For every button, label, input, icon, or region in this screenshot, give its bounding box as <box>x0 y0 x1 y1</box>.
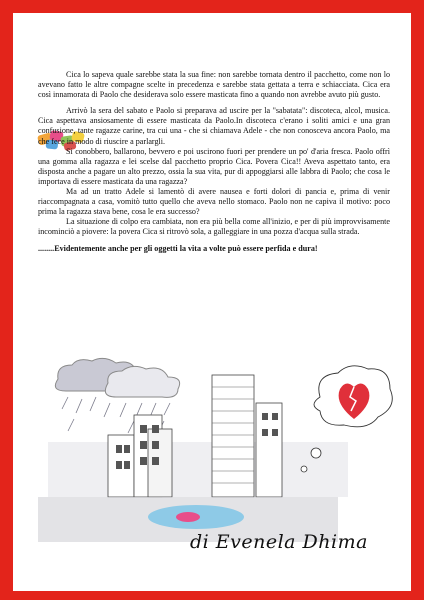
paragraph-3: Si conobbero, ballarono, bevvero e poi uscirono fuori per prendere un po' d'aria fresca. Paolo offrì una gomma alla ragazza e lei scelse dal pacchetto proprio Cica. Povera Cica!! Aveva aspettato tanto, era disposta anche a pagare un alto prezzo, ossia la sua vita, pur di appoggiarsi alle labbra di Paolo; che cosa le importava di essere masticata da una ragazza? <box>38 146 390 186</box>
closing-line: ........Evidentemente anche per gli oggetti la vita a volte può essere perfida e dura! <box>38 243 318 253</box>
rain-cloud <box>55 358 179 397</box>
signature: di Evenela Dhima <box>190 531 368 553</box>
city-rain-drawing <box>38 357 393 547</box>
red-border-top <box>0 0 424 13</box>
red-border-bottom <box>0 591 424 600</box>
red-border-left <box>0 0 13 600</box>
paragraph-4: Ma ad un tratto Adele si lamentò di avere nausea e forti dolori di pancia e, prima di venir riaccompagnata a casa, vomitò tutto quello che aveva nello stomaco. Paolo non ne capiva il motivo: poco prima la ragazza stava bene, cosa le era successo? <box>38 187 390 217</box>
paragraph-1: Cica lo sapeva quale sarebbe stata la sua fine: non sarebbe tornata dentro il pacchetto, come non lo avevano fatto le altre compagne scelte in precedenza e sarebbe stata gettata a terra e schiacciata. Cica era così innamorata di Paolo che desiderava solo essere masticata fino a quando non avrebbe avuto più gusto. <box>38 70 390 100</box>
puddle <box>148 505 244 529</box>
paragraph-2: Arrivò la sera del sabato e Paolo si preparava ad uscire per la "sabatata": discoteca, alcol, musica. Cica aspettava ansiosamente di essere masticata da Paolo.In discoteca c'erano i soliti amici e una gran confusione, tante ragazze carine, tra cui una - che si chiamava Adele - che non conosceva ancora Paolo, ma che fece in modo di riuscire a parlargli. <box>38 106 390 146</box>
paragraph-5: La situazione di colpo era cambiata, non era più bella come all'inizio, e per di più improvvisamente incominciò a piovere: la povera Cica si ritrovò sola, a galleggiare in una pozza d'acqua sulla strada. <box>38 217 390 237</box>
story-text <box>38 70 390 260</box>
red-border-right <box>411 0 424 600</box>
